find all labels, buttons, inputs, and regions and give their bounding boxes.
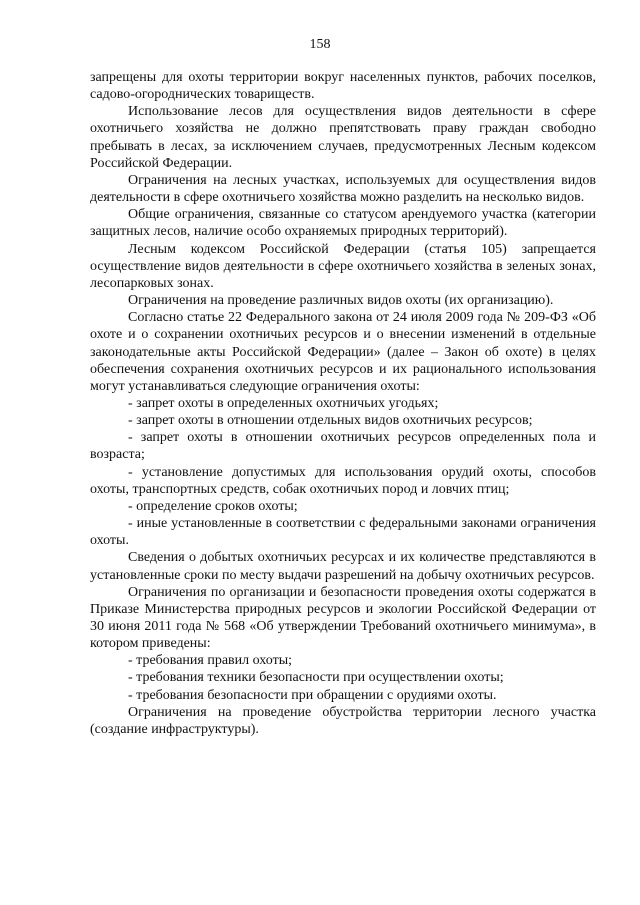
paragraph: Общие ограничения, связанные со статусом арендуемого участка (категории защитных лесов, наличие особо охраняемых природных территорий). — [90, 207, 596, 240]
page-number: 158 — [309, 37, 331, 52]
paragraph: Ограничения на лесных участках, используемых для осуществления видов деятельности в сфере охотничьего хозяйства можно разделить на несколько видов. — [90, 172, 596, 206]
list-item: - установление допустимых для использования орудий охоты, способов охоты, транспортных средств, собак охотничьих пород и ловчих птиц; — [90, 464, 596, 497]
list-item: - иные установленные в соответствии с федеральными законами ограничения охоты. — [90, 516, 596, 549]
list-item: - запрет охоты в определенных охотничьих угодьях; — [128, 395, 439, 411]
paragraph: Ограничения на проведение различных видов охоты (их организацию). — [128, 293, 554, 309]
list-item: - определение сроков охоты; — [128, 498, 298, 514]
paragraph: Ограничения на проведение обустройства территории лесного участка (создание инфраструктуры). — [90, 704, 596, 737]
document-body — [90, 69, 596, 738]
paragraph: Сведения о добытых охотничьих ресурсах и их количестве представляются в установленные сроки по месту выдачи разрешений на добычу охотничьих ресурсов. — [90, 550, 596, 583]
list-item: - запрет охоты в отношении отдельных видов охотничьих ресурсов; — [128, 413, 533, 429]
list-item: - запрет охоты в отношении охотничьих ресурсов определенных пола и возраста; — [90, 430, 596, 463]
paragraph: Ограничения по организации и безопасности проведения охоты содержатся в Приказе Министерства природных ресурсов и экологии Российской Федерации от 30 июня 2011 года № 568 «Об утверждении Требований охотничьего минимума», в котором приведены: — [90, 584, 596, 652]
list-item: - требования техники безопасности при осуществлении охоты; — [128, 670, 504, 686]
list-item: - требования безопасности при обращении с орудиями охоты. — [128, 687, 497, 703]
paragraph: Согласно статье 22 Федерального закона от 24 июля 2009 года № 209-ФЗ «Об охоте и о сохранении охотничьих ресурсов и о внесении изменений в отдельные законодательные акты Российской Федерации» (далее – Закон об охоте) в целях обеспечения сохранения охотничьих ресурсов и их рационального использования могут устанавливаться следующие ограничения охоты: — [90, 310, 596, 394]
paragraph: Использование лесов для осуществления видов деятельности в сфере охотничьего хозяйства не должно препятствовать праву граждан свободно пребывать в лесах, за исключением случаев, предусмотренных Лесным кодексом Российской Федерации. — [90, 104, 596, 171]
paragraph: запрещены для охоты территории вокруг населенных пунктов, рабочих поселков, садово-огороднических товариществ. — [90, 70, 596, 103]
list-item: - требования правил охоты; — [128, 653, 292, 669]
paragraph: Лесным кодексом Российской Федерации (статья 105) запрещается осуществление видов деятельности в сфере охотничьего хозяйства в зеленых зонах, лесопарковых зонах. — [90, 241, 596, 291]
